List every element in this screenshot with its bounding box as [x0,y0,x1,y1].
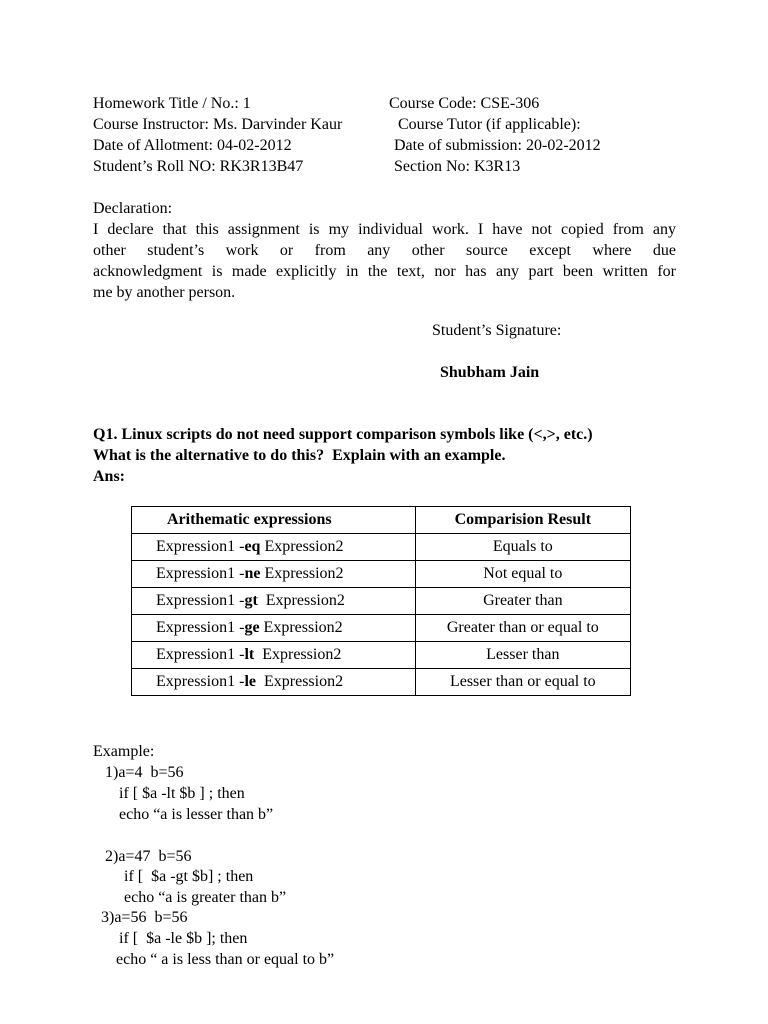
course-code: Course Code: CSE-306 [389,95,540,112]
expression-prefix: Expression1 - [156,565,245,582]
example-line: 3)a=56 b=56 [101,909,188,926]
example-line: if [ $a -le $b ]; then [119,930,248,947]
expression-prefix: Expression1 - [156,538,245,555]
declaration-line: acknowledgment is made explicitly in the text, nor has any part been written for [93,263,676,280]
date-of-submission: Date of submission: 20-02-2012 [394,137,601,154]
expression-suffix: Expression2 [257,592,345,609]
expression-prefix: Expression1 - [156,619,245,636]
table-row [132,642,631,669]
table-row [132,534,631,561]
declaration-line: I declare that this assignment is my individual work. I have not copied from any [93,221,676,238]
answer-label: Ans: [93,468,126,485]
operator: ne [244,565,261,582]
signature-label: Student’s Signature: [432,322,562,339]
operator: eq [244,538,261,555]
declaration-line: other student’s work or from any other source except where due [93,242,676,259]
header-arithmetic-expressions: Arithematic expressions [132,507,416,534]
homework-title: Homework Title / No.: 1 [93,95,251,112]
question-line-1: Q1. Linux scripts do not need support comparison symbols like (<,>, etc.) [93,426,593,443]
result-cell: Equals to [415,534,630,561]
section-no: Section No: K3R13 [394,158,521,175]
expression-cell [132,642,416,669]
student-roll-no: Student’s Roll NO: RK3R13B47 [93,158,304,175]
result-cell: Greater than [415,588,630,615]
table-row [132,561,631,588]
expression-cell [132,561,416,588]
operator: le [244,673,256,690]
example-line: 2)a=47 b=56 [105,848,192,865]
expression-suffix: Expression2 [254,646,342,663]
example-line: echo “ a is less than or equal to b” [116,951,335,968]
expression-cell [132,588,416,615]
declaration-text [93,219,676,303]
result-cell: Greater than or equal to [415,615,630,642]
table-row [132,669,631,696]
table-header-row [132,507,631,534]
declaration-heading: Declaration: [93,200,173,217]
table-row [132,615,631,642]
result-cell: Not equal to [415,561,630,588]
date-of-allotment: Date of Allotment: 04-02-2012 [93,137,292,154]
operator: gt [244,592,258,609]
example-heading: Example: [93,743,155,760]
course-tutor: Course Tutor (if applicable): [398,116,581,133]
expression-suffix: Expression2 [260,565,344,582]
result-cell: Lesser than [415,642,630,669]
expression-suffix: Expression2 [260,538,344,555]
expression-prefix: Expression1 - [156,673,245,690]
expression-prefix: Expression1 - [156,592,245,609]
example-line: echo “a is lesser than b” [119,806,274,823]
result-cell: Lesser than or equal to [415,669,630,696]
expression-cell [132,615,416,642]
expression-prefix: Expression1 - [156,646,245,663]
example-line: if [ $a -gt $b] ; then [124,868,254,885]
declaration-line: me by another person. [93,284,236,301]
signature-name: Shubham Jain [440,364,540,381]
expression-suffix: Expression2 [259,619,343,636]
example-line: echo “a is greater than b” [124,889,287,906]
comparison-table [131,506,631,696]
table-row [132,588,631,615]
course-instructor: Course Instructor: Ms. Darvinder Kaur [93,116,343,133]
header-comparison-result: Comparision Result [415,507,630,534]
example-line: 1)a=4 b=56 [105,764,184,781]
expression-suffix: Expression2 [255,673,344,690]
operator: lt [244,646,255,663]
example-line: if [ $a -lt $b ] ; then [119,785,245,802]
expression-cell [132,534,416,561]
expression-cell [132,669,416,696]
operator: ge [244,619,260,636]
question-line-2: What is the alternative to do this? Explain with an example. [93,447,506,464]
